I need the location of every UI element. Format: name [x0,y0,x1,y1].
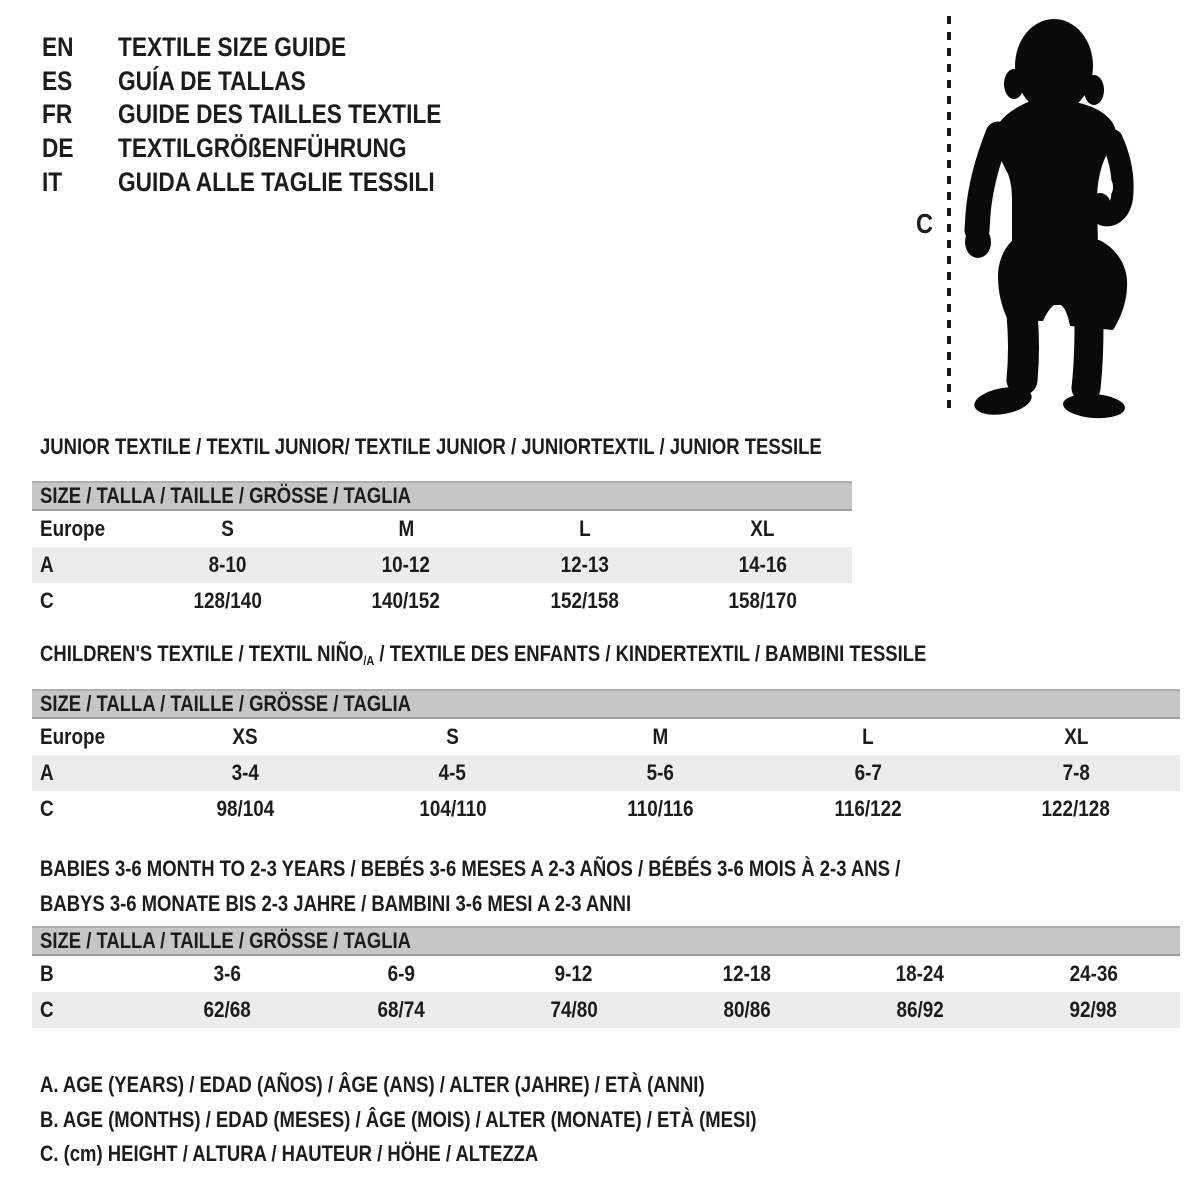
lang-code-es: ES [42,65,73,96]
age-cell: 8-10 [208,552,247,577]
age-cell: 3-4 [231,760,259,785]
table-row [32,719,1180,755]
table-row [32,547,852,583]
table-row [32,755,1180,791]
row-label: C [40,796,54,821]
height-cell: 86/92 [896,997,944,1022]
size-cell: S [221,516,235,541]
junior-size-header-bar: SIZE / TALLA / TAILLE / GRÖSSE / TAGLIA [32,481,852,511]
table-row [32,511,852,547]
babies-size-header-bar: SIZE / TALLA / TAILLE / GRÖSSE / TAGLIA [32,926,1180,956]
height-cell: 104/110 [419,796,487,821]
age-cell: 9-12 [555,961,593,986]
lang-row-en [42,31,503,65]
lang-title-en: TEXTILE SIZE GUIDE [118,32,347,63]
size-cell: S [446,724,460,749]
lang-code-it: IT [42,166,63,197]
legend-line-c: C. (cm) HEIGHT / ALTURA / HAUTEUR / HÖHE / ALTEZZA [40,1141,539,1166]
height-cell: 158/170 [728,588,797,613]
children-section-title: CHILDREN'S TEXTILE / TEXTIL NIÑO/A / TEXTILE DES ENFANTS / KINDERTEXTIL / BAMBINI TESSILE [40,641,927,668]
junior-size-table [32,481,852,619]
size-cell: XL [750,516,775,541]
age-cell: 12-18 [722,961,772,986]
height-cell: 62/68 [203,997,252,1022]
row-label: A [40,760,54,785]
legend-line-b: B. AGE (MONTHS) / EDAD (MESES) / ÂGE (MOIS) / ALTER (MONATE) / ETÀ (MESI) [40,1106,757,1132]
height-cell: 98/104 [216,796,274,821]
size-cell: XS [232,724,258,749]
lang-row-fr [42,98,503,132]
height-cell: 110/116 [627,796,694,821]
toddler-silhouette-icon [961,14,1141,419]
table-row [32,583,852,619]
height-cell: 92/98 [1069,997,1118,1022]
row-label: Europe [40,516,106,541]
legend-line-a: A. AGE (YEARS) / EDAD (AÑOS) / ÂGE (ANS) / ALTER (JAHRE) / ETÀ (ANNI) [40,1072,705,1097]
lang-row-es [42,65,503,99]
row-label: Europe [40,724,106,749]
height-cell: 140/152 [371,588,441,613]
nino-a-subscript: /A [363,653,375,668]
row-label: C [40,997,54,1022]
lang-code-fr: FR [42,99,73,130]
table-row [32,956,1180,992]
age-cell: 7-8 [1062,760,1090,785]
height-measure-label: C [916,208,933,239]
age-cell: 10-12 [381,552,431,577]
age-cell: 5-6 [646,760,675,785]
lang-row-it [42,165,503,199]
lang-title-fr: GUIDE DES TAILLES TEXTILE [118,99,442,130]
height-cell: 68/74 [377,997,425,1022]
age-cell: 24-36 [1069,961,1118,986]
height-cell: 80/86 [723,997,771,1022]
table-row [32,992,1180,1028]
lang-row-de [42,132,503,166]
height-cell: 152/158 [550,588,619,613]
lang-title-de: TEXTILGRÖßENFÜHRUNG [118,133,407,164]
language-title-list [42,31,503,199]
height-cell: 116/122 [834,796,902,821]
babies-size-table [32,926,1180,1028]
age-cell: 4-5 [439,760,467,785]
age-cell: 14-16 [738,552,787,577]
size-cell: XL [1063,724,1089,749]
size-cell: M [398,516,414,541]
row-label: B [40,961,54,986]
height-cell: 74/80 [550,997,598,1022]
age-cell: 6-9 [387,961,415,986]
age-cell: 3-6 [213,961,242,986]
age-cell: 18-24 [896,961,945,986]
age-cell: 6-7 [854,760,882,785]
legend [40,1068,893,1172]
children-size-table [32,689,1180,827]
size-cell: L [578,516,591,541]
height-dashed-line [947,16,951,416]
height-cell: 128/140 [193,588,262,613]
lang-title-es: GUÍA DE TALLAS [118,65,306,96]
junior-section-title: JUNIOR TEXTILE / TEXTIL JUNIOR/ TEXTILE JUNIOR / JUNIORTEXTIL / JUNIOR TESSILE [40,434,822,459]
size-cell: L [862,724,875,749]
age-cell: 12-13 [560,552,609,577]
height-cell: 122/128 [1041,796,1111,821]
babies-section-title: BABIES 3-6 MONTH TO 2-3 YEARS / BEBÉS 3-6 MESES A 2-3 AÑOS / BÉBÉS 3-6 MOIS À 2-3 ANS / BABYS 3-6 MONATE BIS 2-3 JAHRE / BAMBINI 3-6 MESI A 2-3 ANNI [40,856,901,916]
table-row [32,791,1180,827]
row-label: A [40,552,54,577]
children-size-header-bar: SIZE / TALLA / TAILLE / GRÖSSE / TAGLIA [32,689,1180,719]
row-label: C [40,588,54,613]
lang-title-it: GUIDA ALLE TAGLIE TESSILI [118,166,435,197]
size-cell: M [652,724,669,749]
lang-code-en: EN [42,32,74,63]
lang-code-de: DE [42,133,74,164]
